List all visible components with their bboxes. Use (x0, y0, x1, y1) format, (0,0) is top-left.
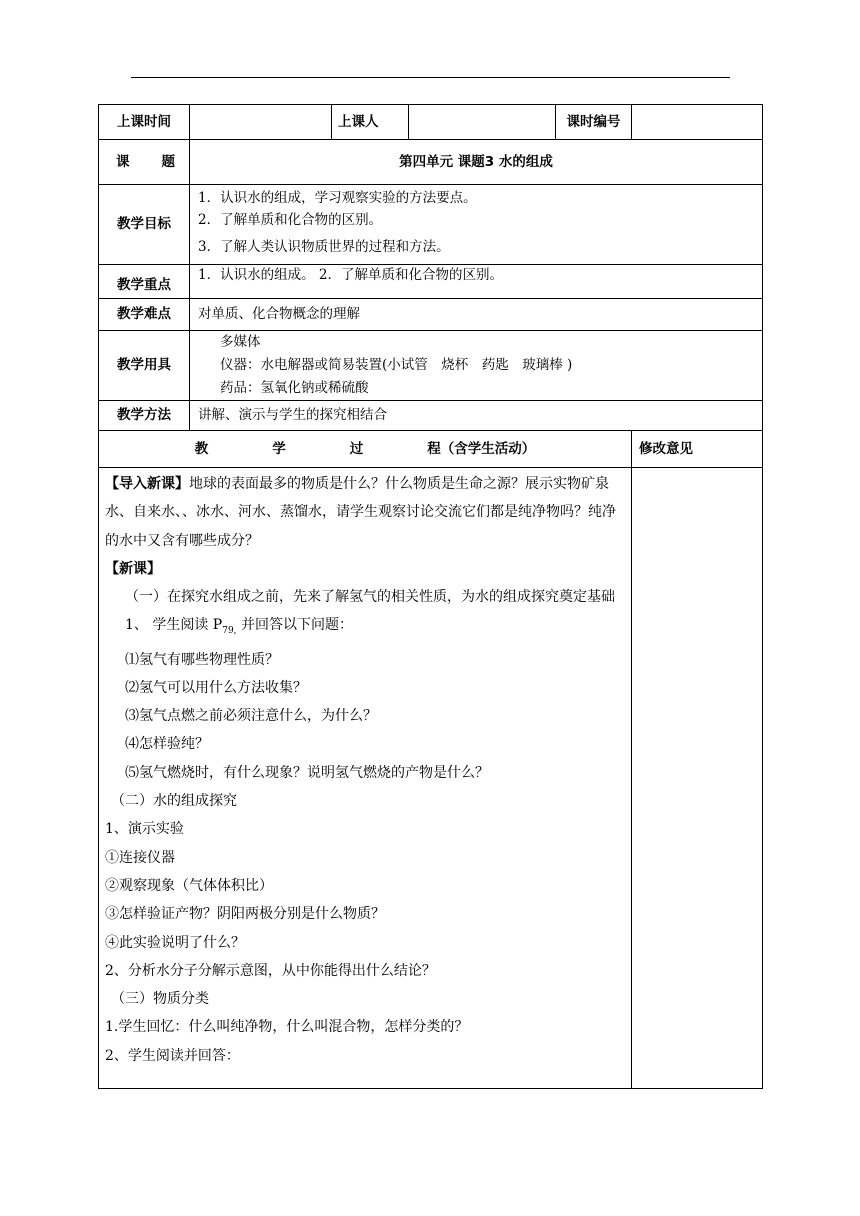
method-row (99, 401, 763, 431)
objective-item: 1．认识水的组成，学习观察实验的方法要点。 (198, 189, 477, 206)
step-item: ①连接仪器 (105, 849, 175, 866)
method-text (190, 401, 763, 431)
part-one: （一）在探究水组成之前，先来了解氢气的相关性质，为水的组成探究奠定基础 (125, 589, 615, 606)
question-item: ⑷怎样验纯？ (125, 736, 209, 753)
class-time-label: 上课时间 (99, 105, 190, 140)
method-value: 讲解、演示与学生的探究相结合 (198, 407, 387, 424)
lesson-title: 第四单元 课题3 水的组成 (190, 140, 763, 185)
step-item: ③怎样验证产物？阴阳两极分别是什么物质？ (105, 906, 385, 923)
tools-row (99, 331, 763, 401)
header-row (99, 105, 763, 140)
read-answer-task: 2、学生阅读并回答： (105, 1047, 240, 1064)
process-head-char: 教 (194, 440, 209, 457)
objectives-list (190, 185, 763, 265)
difficulties-text (190, 299, 763, 331)
question-item: ⑶氢气点燃之前必须注意什么，为什么？ (125, 708, 377, 725)
key-points-value: 1．认识水的组成。 2．了解单质和化合物的区别。 (198, 267, 503, 283)
tools-item: 药品：氢氧化钠或稀硫酸 (220, 380, 369, 396)
intro-text: 地球的表面最多的物质是什么？什么物质是生命之源？展示实物矿泉水、自来水、、冰水、河水、蒸馏水，请学生观察讨论交流它们都是纯净物吗？纯净的水中又含有哪些成分？ (105, 476, 616, 549)
objectives-row (99, 185, 763, 265)
lesson-number-label: 课时编号 (556, 105, 632, 140)
class-time-value (190, 105, 332, 140)
process-header-row (99, 431, 763, 468)
step-item: ④此实验说明了什么？ (105, 934, 245, 951)
tools-label: 教学用具 (99, 331, 190, 401)
process-body-row (99, 468, 763, 1089)
reading-task (105, 611, 625, 645)
objective-item: 3．了解人类认识物质世界的过程和方法。 (198, 238, 450, 255)
intro-paragraph (105, 470, 625, 555)
recall-task: 1.学生回忆：什么叫纯净物，什么叫混合物，怎样分类的？ (105, 1019, 469, 1036)
difficulties-row (99, 299, 763, 331)
method-label: 教学方法 (99, 401, 190, 431)
question-item: ⑵氢气可以用什么方法收集？ (125, 679, 307, 696)
process-head-char: 程（含学生活动） (427, 440, 536, 457)
tools-item: 仪器：水电解器或简易装置(小试管 烧杯 药匙 玻璃棒 ) (220, 357, 573, 373)
tools-item: 多媒体 (220, 334, 261, 350)
step-item: ②观察现象（气体体积比） (105, 877, 273, 894)
teacher-value (409, 105, 556, 140)
question-item: ⑴氢气有哪些物理性质？ (125, 651, 279, 668)
topic-label (99, 140, 190, 185)
part-two: （二）水的组成探究 (111, 793, 237, 810)
part-three: （三）物质分类 (111, 991, 209, 1008)
lesson-plan-table (98, 104, 763, 1089)
reading-post: 并回答以下问题： (236, 617, 354, 634)
demo-heading: 1、演示实验 (105, 821, 184, 838)
new-lesson-tag: 【新课】 (105, 560, 161, 577)
key-points-text (190, 265, 763, 299)
objective-item: 2．了解单质和化合物的区别。 (198, 211, 383, 228)
revision-label: 修改意见 (632, 431, 763, 468)
analyze-task: 2、分析水分子分解示意图，从中你能得出什么结论？ (105, 962, 436, 979)
teacher-label: 上课人 (332, 105, 409, 140)
process-content (99, 468, 632, 1089)
process-heading (99, 431, 632, 468)
revision-notes (632, 468, 763, 1089)
topic-row (99, 140, 763, 185)
lesson-number-value (632, 105, 763, 140)
process-head-char: 学 (272, 440, 286, 457)
key-points-label: 教学重点 (99, 265, 190, 299)
question-item: ⑸氢气燃烧时，有什么现象？说明氢气燃烧的产物是什么？ (125, 764, 489, 781)
reading-pre: 1、 学生阅读 P (125, 617, 223, 634)
key-points-row (99, 265, 763, 299)
objectives-label: 教学目标 (99, 185, 190, 265)
process-head-char: 过 (349, 440, 364, 457)
difficulties-label: 教学难点 (99, 299, 190, 331)
topic-label-a: 课 (116, 153, 130, 170)
top-rule (131, 77, 730, 78)
difficulties-value: 对单质、化合物概念的理解 (198, 306, 360, 323)
reading-sub: 79, (222, 626, 237, 637)
intro-tag: 【导入新课】 (105, 476, 189, 492)
tools-list (190, 331, 763, 401)
topic-label-b: 题 (161, 153, 175, 170)
